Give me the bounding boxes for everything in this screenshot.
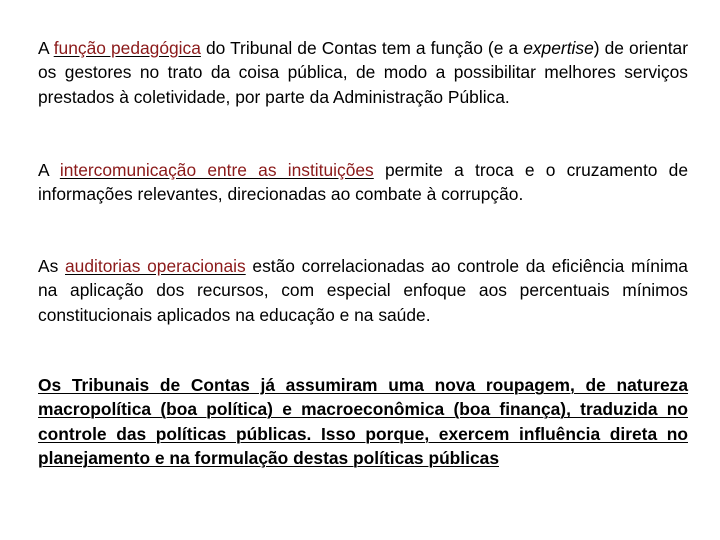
p2-highlight: intercomunicação entre as instituições	[59, 160, 374, 180]
p2-text-end: permite a troca e o cruzamento de informações relevantes, direcionadas ao combate à corrupção.	[38, 160, 688, 205]
p1-text-mid: do Tribunal de Contas tem a função (e a	[200, 38, 524, 58]
paragraph-new-role-emphasis: Os Tribunais de Contas já assumiram uma nova roupagem, de natureza macropolítica (boa política) e macroeconômica (boa finança), traduzida no controle das políticas públicas. Isso porque, exercem influência direta no planejamento e na formulação destas políticas públicas	[38, 375, 688, 469]
paragraph-intercommunication	[38, 158, 688, 207]
p1-text-end: ) de orientar os gestores no trato da coisa pública, de modo a possibilitar melhores serviços prestados à coletividade, por parte da Administração Pública.	[38, 38, 688, 107]
p3-highlight: auditorias operacionais	[65, 256, 246, 276]
paragraph-operational-audits	[38, 254, 688, 327]
p1-italic-term: expertise	[523, 38, 594, 58]
p3-text-start: As	[38, 256, 65, 276]
p1-highlight: função pedagógica	[53, 38, 201, 58]
p3-text-end: estão correlacionadas ao controle da eficiência mínima na aplicação dos recursos, com especial enfoque aos percentuais mínimos constitucionais aplicados na educação e na saúde.	[38, 256, 688, 325]
p2-text-start: A	[38, 160, 60, 180]
p1-text-start: A	[38, 38, 54, 58]
paragraph-pedagogical-function	[38, 36, 688, 109]
